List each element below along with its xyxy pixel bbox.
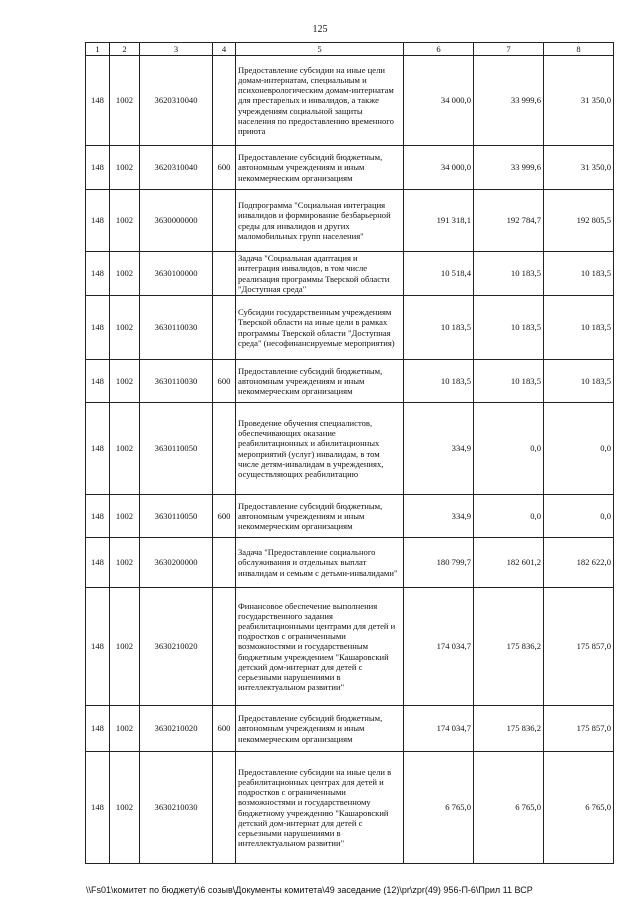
amount-col6-cell: 174 034,7 [404,588,474,706]
ministry-code-cell: 148 [86,296,110,360]
amount-col6-cell: 6 765,0 [404,752,474,864]
amount-col6-cell: 180 799,7 [404,538,474,588]
table-row [86,706,614,752]
description-cell: Предоставление субсидий бюджетным, автономным учреждениям и иным некоммерческим организациям [236,146,404,190]
amount-col6-cell: 10 518,4 [404,252,474,296]
target-article-cell: 3630100000 [140,252,213,296]
page-number: 125 [312,24,328,35]
column-header: 3 [140,43,213,56]
description-cell: Предоставление субсидии на иные цели домам-интернатам, специальным и психоневрологическим домам-интернатам для престарелых и инвалидов, а также учреждениям социальной защиты населения по предоставлению временного приюта [236,56,404,146]
amount-col6-cell: 34 000,0 [404,56,474,146]
section-code-cell: 1002 [110,538,140,588]
table-row [86,56,614,146]
target-article-cell: 3630110030 [140,296,213,360]
target-article-cell: 3630210020 [140,706,213,752]
table-row [86,146,614,190]
amount-col6-cell: 334,9 [404,403,474,495]
amount-col7-cell: 10 183,5 [474,360,544,403]
section-code-cell: 1002 [110,706,140,752]
table-row [86,538,614,588]
budget-table [85,42,614,864]
description-cell: Предоставление субсидий бюджетным, автономным учреждениям и иным некоммерческим организациям [236,360,404,403]
section-code-cell: 1002 [110,588,140,706]
table-row [86,360,614,403]
column-header: 4 [213,43,236,56]
amount-col8-cell: 10 183,5 [544,360,614,403]
section-code-cell: 1002 [110,190,140,252]
amount-col7-cell: 0,0 [474,495,544,538]
table-row [86,588,614,706]
column-header: 6 [404,43,474,56]
ministry-code-cell: 148 [86,495,110,538]
ministry-code-cell: 148 [86,190,110,252]
column-header: 7 [474,43,544,56]
ministry-code-cell: 148 [86,360,110,403]
expense-type-cell [213,252,236,296]
amount-col8-cell: 175 857,0 [544,706,614,752]
section-code-cell: 1002 [110,495,140,538]
column-header: 2 [110,43,140,56]
amount-col7-cell: 10 183,5 [474,296,544,360]
amount-col8-cell: 0,0 [544,495,614,538]
expense-type-cell [213,296,236,360]
section-code-cell: 1002 [110,56,140,146]
amount-col8-cell: 31 350,0 [544,56,614,146]
amount-col8-cell: 31 350,0 [544,146,614,190]
amount-col6-cell: 334,9 [404,495,474,538]
expense-type-cell [213,588,236,706]
description-cell: Субсидии государственным учреждениям Тверской области на иные цели в рамках программы Тверской области "Доступная среда" (несофинансируемые мероприятия) [236,296,404,360]
table-row [86,403,614,495]
description-cell: Задача "Социальная адаптация и интеграция инвалидов, в том числе реализация программы Тверской области "Доступная среда" [236,252,404,296]
description-cell: Предоставление субсидий бюджетным, автономным учреждениям и иным некоммерческим организациям [236,495,404,538]
amount-col8-cell: 0,0 [544,403,614,495]
amount-col8-cell: 175 857,0 [544,588,614,706]
column-header: 5 [236,43,404,56]
table-row [86,495,614,538]
description-cell: Проведение обучения специалистов, обеспечивающих оказание реабилитационных и абилитационных мероприятий (услуг) инвалидам, в том числе детям-инвалидам в учреждениях, осуществляющих реабилитацию [236,403,404,495]
section-code-cell: 1002 [110,360,140,403]
description-cell: Финансовое обеспечение выполнения государственного задания реабилитационными центрами для детей и подростков с ограниченными возможностями и государственным бюджетным учреждением "Кашаровский детский дом-интернат для детей с серьезными нарушениями в интеллектуальном развитии" [236,588,404,706]
amount-col8-cell: 192 805,5 [544,190,614,252]
section-code-cell: 1002 [110,403,140,495]
amount-col6-cell: 174 034,7 [404,706,474,752]
amount-col7-cell: 0,0 [474,403,544,495]
amount-col7-cell: 175 836,2 [474,588,544,706]
column-number-row [86,43,614,56]
ministry-code-cell: 148 [86,146,110,190]
expense-type-cell [213,56,236,146]
expense-type-cell [213,403,236,495]
section-code-cell: 1002 [110,752,140,864]
target-article-cell: 3630110050 [140,403,213,495]
expense-type-cell [213,752,236,864]
amount-col6-cell: 10 183,5 [404,296,474,360]
amount-col7-cell: 192 784,7 [474,190,544,252]
amount-col7-cell: 10 183,5 [474,252,544,296]
table-row [86,190,614,252]
ministry-code-cell: 148 [86,752,110,864]
ministry-code-cell: 148 [86,538,110,588]
amount-col8-cell: 10 183,5 [544,252,614,296]
target-article-cell: 3630210020 [140,588,213,706]
description-cell: Задача "Предоставление социального обслуживания и отдельных выплат инвалидам и семьям с детьми-инвалидами" [236,538,404,588]
target-article-cell: 3620310040 [140,146,213,190]
section-code-cell: 1002 [110,296,140,360]
section-code-cell: 1002 [110,146,140,190]
expense-type-cell: 600 [213,146,236,190]
description-cell: Подпрограмма "Социальная интеграция инвалидов и формирование безбарьерной среды для инвалидов и других маломобильных групп населения" [236,190,404,252]
target-article-cell: 3630210030 [140,752,213,864]
description-cell: Предоставление субсидии на иные цели в реабилитационных центрах для детей и подростков с ограниченными возможностями и государственному бюджетному учреждению "Кашаровский детский дом-интернат для детей с серьезными нарушениями в интеллектуальном развитии" [236,752,404,864]
ministry-code-cell: 148 [86,588,110,706]
table-row [86,752,614,864]
ministry-code-cell: 148 [86,706,110,752]
amount-col6-cell: 191 318,1 [404,190,474,252]
footer-file-path: \\Fs01\комитет по бюджету\6 созыв\Документы комитета\49 заседание (12)\pr\zpr(49) 956-П-6\Прил 11 ВСР [86,885,533,895]
expense-type-cell [213,190,236,252]
table-row [86,252,614,296]
target-article-cell: 3630110030 [140,360,213,403]
column-header: 1 [86,43,110,56]
expense-type-cell: 600 [213,706,236,752]
amount-col6-cell: 10 183,5 [404,360,474,403]
table-row [86,296,614,360]
amount-col8-cell: 10 183,5 [544,296,614,360]
amount-col8-cell: 6 765,0 [544,752,614,864]
ministry-code-cell: 148 [86,252,110,296]
expense-type-cell: 600 [213,360,236,403]
description-cell: Предоставление субсидий бюджетным, автономным учреждениям и иным некоммерческим организациям [236,706,404,752]
ministry-code-cell: 148 [86,403,110,495]
target-article-cell: 3630000000 [140,190,213,252]
section-code-cell: 1002 [110,252,140,296]
amount-col8-cell: 182 622,0 [544,538,614,588]
amount-col7-cell: 33 999,6 [474,56,544,146]
amount-col7-cell: 175 836,2 [474,706,544,752]
expense-type-cell: 600 [213,495,236,538]
target-article-cell: 3620310040 [140,56,213,146]
column-header: 8 [544,43,614,56]
amount-col7-cell: 33 999,6 [474,146,544,190]
amount-col7-cell: 182 601,2 [474,538,544,588]
target-article-cell: 3630200000 [140,538,213,588]
ministry-code-cell: 148 [86,56,110,146]
amount-col6-cell: 34 000,0 [404,146,474,190]
expense-type-cell [213,538,236,588]
amount-col7-cell: 6 765,0 [474,752,544,864]
target-article-cell: 3630110050 [140,495,213,538]
